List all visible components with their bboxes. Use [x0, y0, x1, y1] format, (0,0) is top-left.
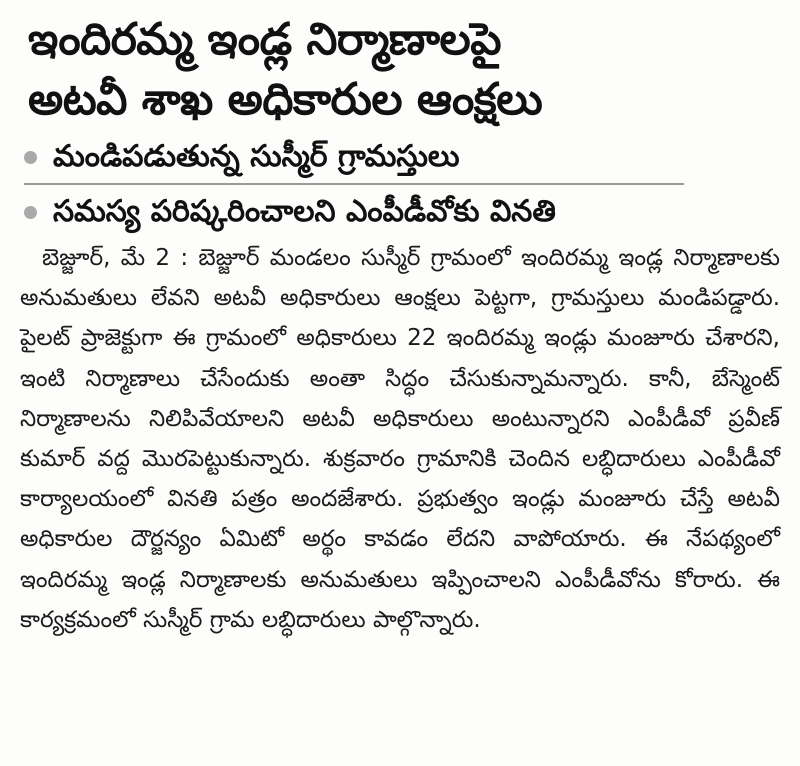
headline-line-1: ఇందిరమ్మ ఇండ్ల నిర్మాణాలపై	[28, 14, 502, 65]
subheading-2	[24, 190, 784, 234]
article-body	[20, 238, 780, 640]
divider-line	[24, 183, 684, 185]
headline-line-2: అటవీ శాఖ అధికారుల ఆంక్షలు	[28, 74, 543, 125]
article-body-text: బెజ్జూర్‌, మే 2 : బెజ్జూర్‌ మండలం సుస్మీర్‌ గ్రామంలో ఇందిరమ్మ ఇండ్ల నిర్మాణాలకు అనుమతులు లేవని అటవీ అధికారులు ఆంక్షలు పెట్టగా, గ్రామస్తులు మండిపడ్డారు. పైలట్‌ ప్రాజెక్టుగా ఈ గ్రామంలో అధికారులు 22 ఇందిరమ్మ ఇండ్లు మంజూరు చేశారని, ఇంటి నిర్మాణాలు చేసేందుకు అంతా సిద్ధం చేసుకున్నామన్నారు. కానీ, బేస్మెంట్‌ నిర్మాణాలను నిలిపివేయాలని అటవీ అధికారులు అంటున్నారని ఎంపీడీవో ప్రవీణ్‌ కుమార్‌ వద్ద మొరపెట్టుకున్నారు. శుక్రవారం గ్రామానికి చెందిన లబ్ధిదారులు ఎంపీడీవో కార్యాలయంలో వినతి పత్రం అందజేశారు. ప్రభుత్వం ఇండ్లు మంజూరు చేస్తే అటవీ అధికారుల దౌర్జన్యం ఏమిటో అర్థం కావడం లేదని వాపోయారు. ఈ నేపథ్యంలో ఇందిరమ్మ ఇండ్ల నిర్మాణాలకు అనుమతులు ఇప్పించాలని ఎంపీడీవోను కోరారు. ఈ కార్యక్రమంలో సుస్మీర్‌ గ్రామ లబ్ధిదారులు పాల్గొన్నారు.	[20, 245, 780, 633]
subheading-1-text: మండిపడుతున్న సుస్మీర్‌ గ్రామస్తులు	[53, 139, 460, 174]
bullet-dot-icon	[24, 206, 37, 219]
subheading-1	[24, 135, 784, 179]
subheading-2-text: సమస్య పరిష్కరించాలని ఎంపీడీవోకు వినతి	[53, 194, 556, 229]
bullet-dot-icon	[24, 151, 37, 164]
